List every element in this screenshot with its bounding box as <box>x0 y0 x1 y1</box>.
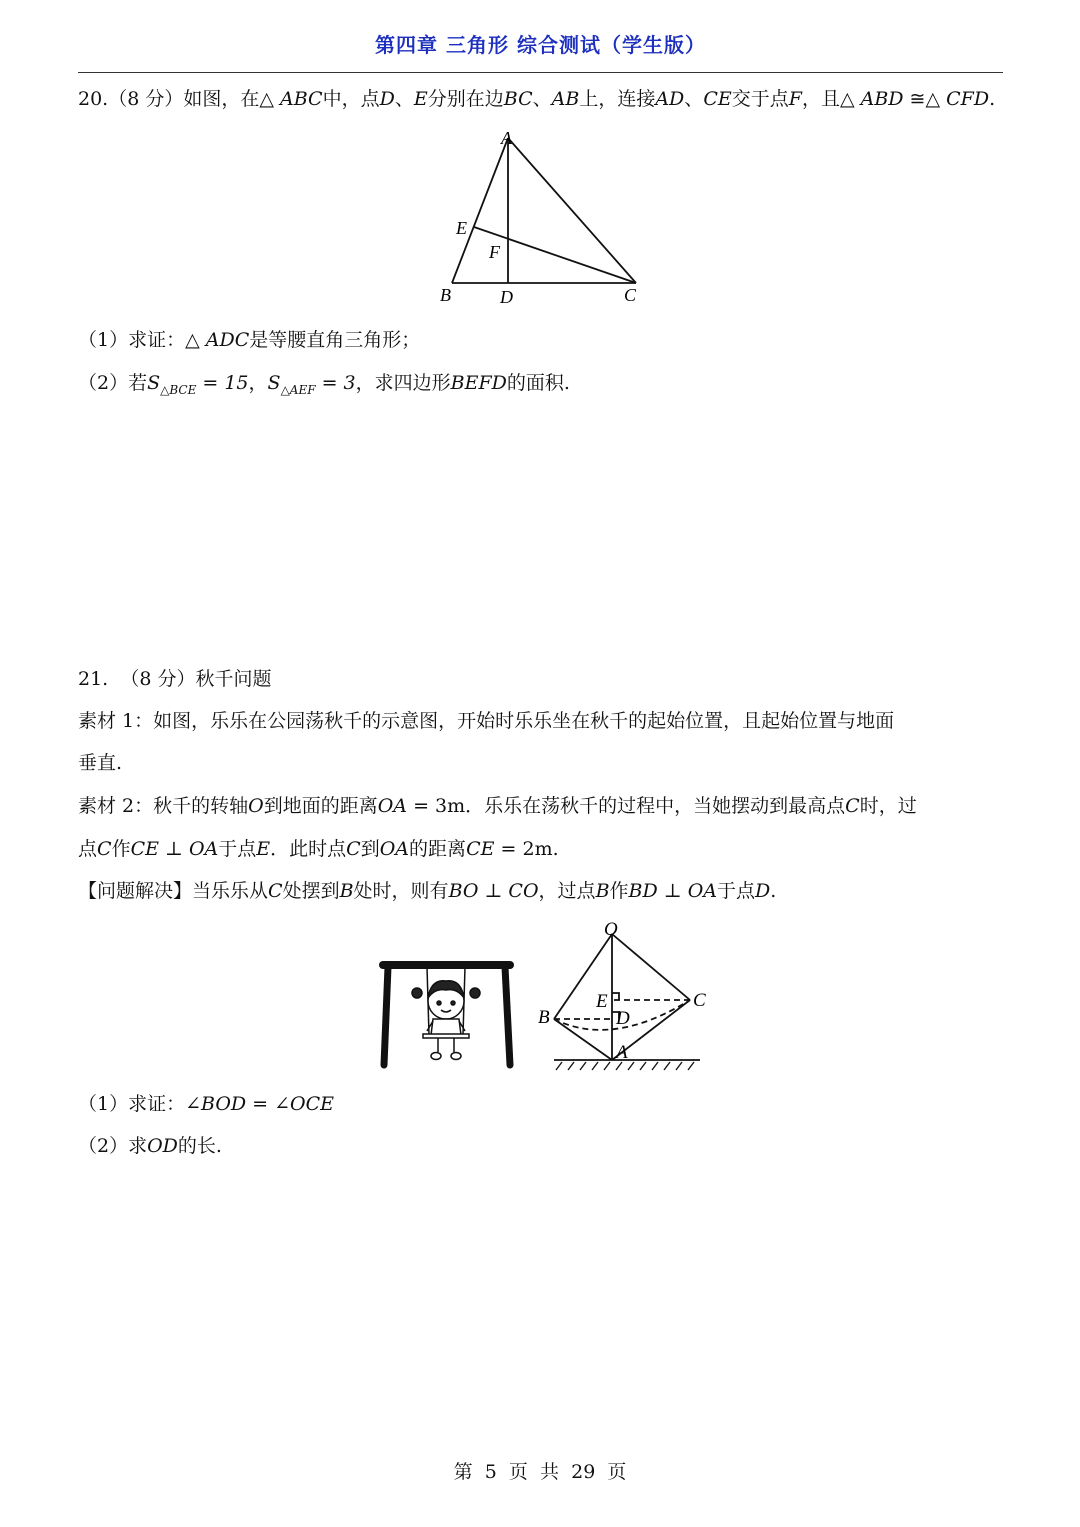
q21-part2: （2）求OD的长. <box>78 1135 222 1157</box>
label-a: A <box>501 128 512 148</box>
page-footer: 第 5 页 共 29 页 <box>453 1461 627 1483</box>
q21-material1-line1: 素材 1：如图，乐乐在公园荡秋千的示意图，开始时乐乐坐在秋千的起始位置，且起始位置与地面 <box>78 710 895 732</box>
label-b: B <box>440 285 451 305</box>
label-d: D <box>500 287 513 307</box>
label-o: O <box>604 919 618 940</box>
q20-part2: （2）若$S_{\triangle BCE} = 15$，$S_{\triangle AEF} = 3$，求四边形BEFD的面积. <box>78 372 570 397</box>
label-a: A <box>616 1042 628 1063</box>
q21-material2-line2: 点C作CE ⊥ OA于点E．此时点C到OA的距离CE = 2m. <box>78 838 559 860</box>
swing-geometry-diagram <box>530 918 720 1073</box>
triangle-figure <box>430 125 660 310</box>
label-c: C <box>624 285 637 305</box>
label-d: D <box>616 1008 630 1029</box>
ground-hatching <box>556 1062 694 1070</box>
label-e: E <box>596 991 608 1012</box>
girl-figure <box>412 981 480 1060</box>
q21-title: 21. （8 分）秋千问题 <box>78 668 272 690</box>
segment-ba <box>554 1019 612 1060</box>
page-title: 第四章 三角形 综合测试（学生版） <box>375 33 706 57</box>
q20-part1: （1）求证：△ ADC是等腰直角三角形； <box>78 329 421 351</box>
q21-material1-line2: 垂直. <box>78 752 123 774</box>
label-e: E <box>456 218 467 238</box>
q21-part1: （1）求证：∠BOD = ∠OCE <box>78 1093 335 1115</box>
swing-illustration <box>375 955 520 1075</box>
q20-stem: 20.（8 分）如图，在△ ABC中，点D、E分别在边BC、AB上，连接AD、CE交于点F，且△ ABD ≅△ CFD. <box>78 88 996 110</box>
label-c: C <box>693 990 706 1011</box>
segment-oc <box>612 934 690 1000</box>
right-angle-e <box>612 993 619 1000</box>
label-f: F <box>489 242 500 262</box>
page-header <box>78 28 1003 73</box>
q21-material2-line1: 素材 2：秋千的转轴O到地面的距离OA = 3m．乐乐在荡秋千的过程中，当她摆动到最高点C时，过 <box>78 795 917 817</box>
label-b: B <box>538 1007 550 1028</box>
q21-problem-solving: 【问题解决】当乐乐从C处摆到B处时，则有BO ⊥ CO，过点B作BD ⊥ OA于点D. <box>78 880 777 902</box>
